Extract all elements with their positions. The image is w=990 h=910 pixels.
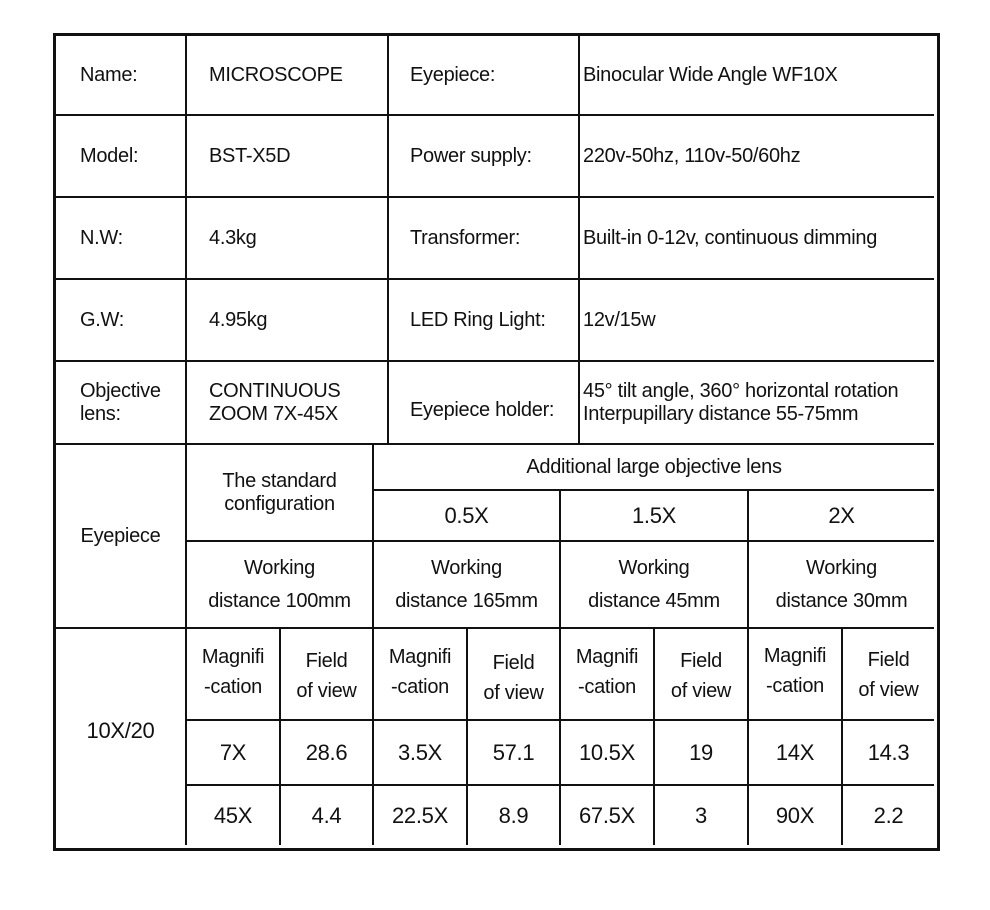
table-cell: 3.5X [397, 739, 443, 765]
col-header-field-of-view [281, 629, 372, 719]
lens-2x-working-distance [749, 542, 934, 627]
col-divider [578, 34, 580, 444]
spec-value-gw: 4.95kg [209, 309, 268, 331]
table-cell: 57.1 [492, 739, 535, 765]
col-header-line: Field [492, 652, 535, 674]
table-cell: 3 [695, 802, 707, 828]
spec-value-led-ring-light: 12v/15w [583, 309, 656, 331]
standard-working-distance [187, 542, 372, 627]
spec-label-transformer: Transformer: [410, 227, 521, 249]
col-header-line: of view [296, 680, 357, 702]
col-header-line: Magnifi [388, 646, 452, 668]
spec-label-gw: G.W: [80, 309, 124, 331]
table-cell: 4.4 [311, 802, 342, 828]
col-header-field-of-view [655, 629, 747, 719]
header-line: The standard [222, 469, 337, 492]
col-divider [185, 34, 187, 444]
wd-line: distance 30mm [775, 589, 908, 612]
value-line: ZOOM 7X-45X [209, 402, 338, 425]
table-cell: 67.5X [579, 802, 635, 828]
label-line: lens: [80, 402, 121, 425]
eyepiece-header: Eyepiece [80, 525, 161, 547]
spec-label-eyepiece: Eyepiece: [410, 64, 496, 86]
table-cell: 19 [689, 739, 713, 765]
col-divider [387, 34, 389, 444]
lens-1.5x-header: 1.5X [631, 502, 677, 528]
table-cell: 22.5X [392, 802, 448, 828]
wd-line: Working [244, 556, 315, 579]
table-cell: 28.6 [305, 739, 348, 765]
spec-value-transformer: Built-in 0-12v, continuous dimming [583, 227, 878, 249]
lens-0.5x-header: 0.5X [444, 502, 489, 528]
col-header-line: of view [858, 679, 919, 701]
table-cell: 45X [213, 802, 253, 828]
value-line: 45° tilt angle, 360° horizontal rotation [583, 379, 899, 402]
spec-value-objective-lens [209, 362, 385, 443]
spec-value-eyepiece-holder [583, 362, 935, 443]
spec-label-eyepiece-holder: Eyepiece holder: [410, 399, 555, 421]
col-header-line: of view [670, 680, 732, 702]
col-header-line: Field [867, 649, 910, 671]
label-line: Objective [80, 379, 161, 402]
eyepiece-value: 10X/20 [86, 718, 155, 743]
wd-line: Working [431, 556, 502, 579]
col-header-magnification [187, 629, 279, 719]
col-header-field-of-view [468, 629, 559, 719]
table-cell: 14.3 [867, 739, 910, 765]
spec-label-name: Name: [80, 64, 138, 86]
spec-label-led-ring-light: LED Ring Light: [410, 309, 546, 331]
spec-label-objective-lens [80, 362, 184, 443]
table-cell: 10.5X [579, 739, 635, 765]
spec-label-model: Model: [80, 145, 139, 167]
spec-value-nw: 4.3kg [209, 227, 257, 249]
value-line: Interpupillary distance 55-75mm [583, 402, 859, 425]
lens-0.5x-working-distance [374, 542, 559, 627]
col-header-line: -cation [578, 676, 636, 698]
table-cell: 14X [775, 739, 815, 765]
value-line: CONTINUOUS [209, 379, 341, 402]
table-cell: 2.2 [873, 802, 904, 828]
col-header-line: Magnifi [575, 646, 639, 668]
spec-value-power-supply: 220v-50hz, 110v-50/60hz [583, 145, 801, 167]
col-header-magnification [374, 629, 466, 719]
spec-value-name: MICROSCOPE [209, 64, 343, 86]
lens-1.5x-working-distance [561, 542, 747, 627]
col-header-magnification [561, 629, 653, 719]
wd-line: distance 165mm [395, 589, 538, 612]
wd-line: distance 100mm [208, 589, 351, 612]
col-header-field-of-view [843, 629, 934, 719]
wd-line: Working [618, 556, 690, 579]
col-header-line: Field [305, 650, 348, 672]
lens-2x-header: 2X [828, 502, 855, 528]
spec-value-eyepiece: Binocular Wide Angle WF10X [583, 64, 838, 86]
col-header-line: of view [483, 682, 544, 704]
spec-value-model: BST-X5D [209, 145, 291, 167]
table-cell: 90X [775, 802, 815, 828]
col-header-magnification [749, 629, 841, 719]
header-line: configuration [224, 492, 335, 515]
col-header-line: -cation [766, 675, 824, 697]
col-header-line: Magnifi [763, 645, 827, 667]
spec-label-power-supply: Power supply: [410, 145, 532, 167]
table-cell: 8.9 [498, 802, 529, 828]
wd-line: Working [806, 556, 877, 579]
col-header-line: -cation [391, 676, 449, 698]
additional-lens-header: Additional large objective lens [526, 456, 782, 478]
standard-config-header [187, 445, 372, 540]
col-header-line: -cation [204, 676, 262, 698]
spec-label-nw: N.W: [80, 227, 123, 249]
col-header-line: Magnifi [201, 646, 265, 668]
table-cell: 7X [219, 739, 247, 765]
wd-line: distance 45mm [588, 589, 720, 612]
col-header-line: Field [680, 650, 722, 672]
